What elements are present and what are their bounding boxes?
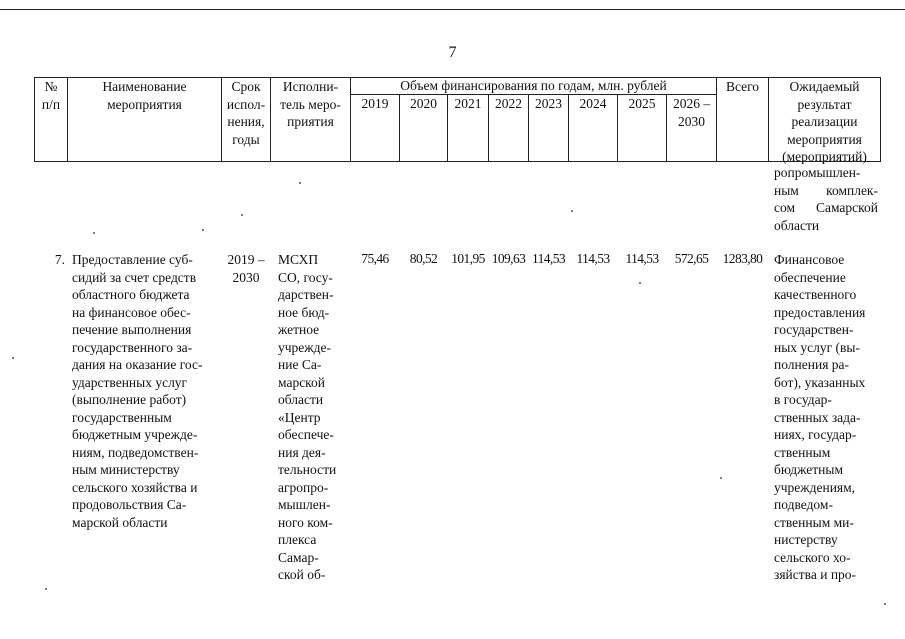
value-2025: 114,53	[625, 251, 659, 266]
header-year-2020: 2020	[410, 96, 437, 111]
header-name: Наименование мероприятия	[102, 79, 187, 112]
row-term: 2019 – 2030	[227, 252, 265, 285]
row-executor: МСХП СО, госу- дарствен- ное бюд- жетное учрежде- ние Са- марской области «Центр обеспече- ния дея- тельности агропро- мышлен- ного ком- плекса Самар- ской об-	[278, 252, 337, 582]
header-funding: Объем финансирования по годам, млн. рублей	[400, 78, 667, 93]
row-result: Финансовое обеспечение качественного предоставления государствен- ных услуг (вы- полнения ра- бот), указанных в государ- ственных зада- ниях, государ- ственным бюджетным учреждениям, подведом- ственным ми- нистерству сельского хо- зяйства и про-	[774, 252, 866, 582]
header-year-2023: 2023	[535, 96, 562, 111]
header-year-2025: 2025	[628, 96, 656, 111]
header-num: № п/п	[41, 79, 61, 112]
continuation-text: ропромышлен- ным комплек- сом Самарской области	[774, 165, 878, 233]
header-term: Срок испол- нения, годы	[226, 79, 266, 147]
row-number: 7.	[54, 252, 65, 267]
header-executor: Исполни- тель меро- приятия	[280, 79, 341, 129]
value-2023: 114,53	[531, 251, 566, 266]
header-year-2024: 2024	[579, 96, 607, 111]
value-total: 1283,80	[722, 251, 763, 266]
value-2024: 114,53	[576, 251, 610, 266]
header-year-2019: 2019	[361, 96, 389, 111]
top-border-line	[0, 9, 905, 10]
header-year-2021: 2021	[454, 96, 482, 111]
header-year-2022: 2022	[495, 96, 522, 111]
header-year-2026-2030: 2026 – 2030	[672, 96, 711, 129]
value-2021: 101,95	[451, 251, 485, 266]
value-2019: 75,46	[361, 251, 389, 266]
value-2026-2030: 572,65	[674, 251, 709, 266]
header-result: Ожидаемый результат реализации мероприятия (мероприятий)	[782, 79, 867, 164]
row-name: Предоставление суб- сидий за счет средств областного бюджета на финансовое обес- печение выполнения государственного за- дания на оказание гос- ударственных услуг (выполнение работ) государственным бюджетным учрежде- ниям, подведомствен- ным министерству сельского хозяйства и продовольствия Са- марской области	[72, 252, 203, 530]
value-2022: 109,63	[491, 251, 526, 266]
header-total: Всего	[725, 79, 760, 94]
page-number: 7	[448, 44, 457, 61]
value-2020: 80,52	[409, 251, 438, 266]
